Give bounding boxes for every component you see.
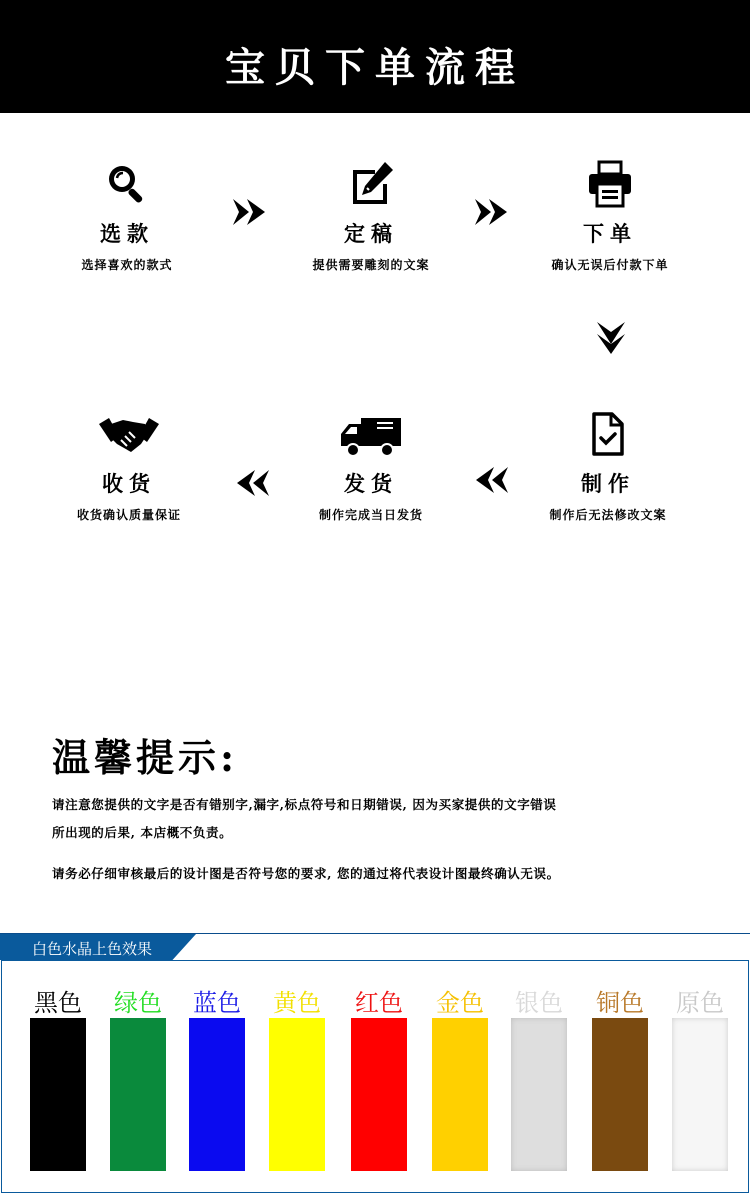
color-name-label: 绿色	[114, 989, 162, 1017]
arrow-right-icon	[475, 199, 509, 225]
search-icon	[103, 160, 151, 208]
step-desc: 确认无误后付款下单	[551, 258, 669, 272]
flow-step-ship	[271, 410, 471, 523]
truck-icon	[339, 410, 403, 458]
color-name-label: 蓝色	[193, 989, 241, 1017]
color-swatch	[189, 1018, 245, 1171]
tips-line: 所出现的后果, 本店概不负责。	[52, 825, 233, 840]
color-name-label: 黑色	[34, 989, 82, 1017]
divider	[0, 933, 750, 934]
color-name-label: 铜色	[596, 989, 644, 1017]
tips-line: 请务必仔细审核最后的设计图是否符号您的要求, 您的通过将代表设计图最终确认无误。	[52, 866, 560, 881]
arrow-left-icon	[474, 467, 508, 493]
step-title: 下单	[583, 221, 637, 246]
tips-line: 请注意您提供的文字是否有错别字,漏字,标点符号和日期错误, 因为买家提供的文字错误	[52, 797, 557, 812]
document-check-icon	[584, 410, 632, 458]
color-name-label: 红色	[355, 989, 403, 1017]
color-name-label: 原色	[676, 989, 724, 1017]
color-swatch	[351, 1018, 407, 1171]
step-desc: 提供需要雕刻的文案	[312, 258, 430, 272]
arrow-right-icon	[233, 199, 267, 225]
color-swatch	[672, 1018, 728, 1171]
step-desc: 制作完成当日发货	[318, 508, 423, 522]
flow-step-receive	[29, 410, 229, 523]
color-name-label: 黄色	[273, 989, 321, 1017]
step-title: 选款	[100, 221, 154, 246]
printer-icon	[586, 160, 634, 208]
handshake-icon	[97, 410, 161, 458]
color-swatch	[432, 1018, 488, 1171]
color-swatch	[511, 1018, 567, 1171]
step-title: 定稿	[344, 221, 398, 246]
flow-step-draft	[271, 160, 471, 273]
color-swatch	[269, 1018, 325, 1171]
flow-step-order	[510, 160, 710, 273]
color-swatch	[110, 1018, 166, 1171]
edit-icon	[347, 160, 395, 208]
step-desc: 制作后无法修改文案	[549, 508, 667, 522]
color-swatch	[592, 1018, 648, 1171]
page-title: 宝贝下单流程	[225, 44, 525, 91]
header-banner	[0, 0, 750, 113]
flow-step-select	[27, 160, 227, 273]
arrow-down-icon	[597, 322, 625, 354]
step-title: 制作	[581, 471, 635, 496]
tips-title: 温馨提示:	[52, 735, 239, 780]
flow-step-produce	[508, 410, 708, 523]
step-title: 发货	[344, 471, 398, 496]
step-desc: 收货确认质量保证	[76, 508, 181, 522]
color-name-label: 银色	[515, 989, 563, 1017]
color-swatch	[30, 1018, 86, 1171]
arrow-left-icon	[235, 470, 269, 496]
step-desc: 选择喜欢的款式	[81, 258, 173, 272]
step-title: 收货	[102, 471, 156, 496]
section-tab-label: 白色水晶上色效果	[32, 940, 153, 958]
color-name-label: 金色	[436, 989, 484, 1017]
